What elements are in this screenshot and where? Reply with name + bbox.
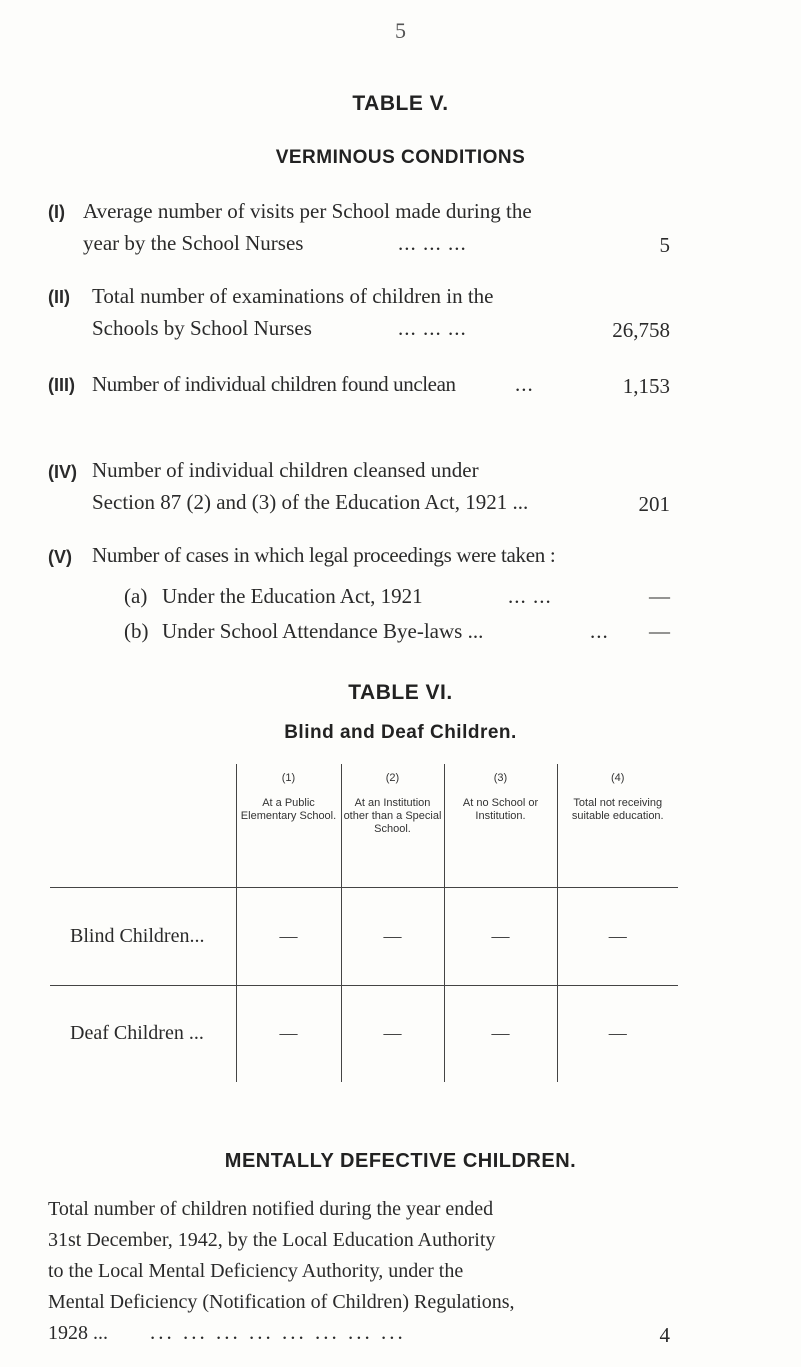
table-cell: — [557, 887, 678, 985]
row-label: Deaf Children ... [50, 985, 236, 1082]
mental-line: Total number of children notified during the year ended [48, 1198, 494, 1220]
table-row [50, 887, 678, 985]
item-number: (I) [48, 202, 65, 222]
table-cell: — [341, 985, 444, 1082]
table-cell: — [236, 985, 341, 1082]
column-header: (3) At no School or Institution. [444, 764, 557, 887]
mental-line: 1928 ... [48, 1322, 108, 1344]
item-value: 1,153 [622, 374, 670, 398]
item-number: (II) [48, 287, 70, 307]
item-text: Number of cases in which legal proceedings were taken : [92, 543, 556, 567]
mental-value: 4 [659, 1323, 670, 1347]
table6-subtitle: Blind and Deaf Children. [284, 722, 517, 743]
item-text: year by the School Nurses [83, 231, 304, 255]
table-corner-cell [50, 764, 236, 887]
leader-dots: ... [515, 372, 534, 396]
column-header: (2) At an Institution other than a Special School. [341, 764, 444, 887]
sub-item-text: Under the Education Act, 1921 [162, 584, 423, 608]
item-value: 201 [638, 492, 670, 516]
column-header: (1) At a Public Elementary School. [236, 764, 341, 887]
mental-line: 31st December, 1942, by the Local Education Authority [48, 1229, 496, 1251]
sub-item-label: (b) [124, 619, 149, 643]
item-text: Schools by School Nurses [92, 316, 312, 340]
leader-dots: ... ... ... [398, 231, 467, 255]
table-cell: — [236, 887, 341, 985]
mental-title: MENTALLY DEFECTIVE CHILDREN. [224, 1150, 577, 1172]
leader-dots: ... [590, 619, 609, 643]
mental-line: to the Local Mental Deficiency Authority, under the [48, 1260, 464, 1282]
mental-line: Mental Deficiency (Notification of Children) Regulations, [48, 1291, 515, 1313]
table-cell: — [341, 887, 444, 985]
leader-dots: ... ... [508, 584, 552, 608]
item-value: 5 [659, 233, 670, 257]
item-text: Number of individual children cleansed under [92, 458, 479, 482]
item-text: Number of individual children found unclean [92, 372, 456, 396]
row-label: Blind Children... [50, 887, 236, 985]
table-header-row [50, 764, 678, 887]
page-number: 5 [395, 18, 406, 43]
item-text: Total number of examinations of children in the [92, 284, 494, 308]
leader-dots: ... ... ... ... ... ... ... ... [150, 1320, 406, 1344]
table-row [50, 985, 678, 1082]
table-cell: — [557, 985, 678, 1082]
item-text: Section 87 (2) and (3) of the Education Act, 1921 ... [92, 490, 529, 514]
sub-item-text: Under School Attendance Bye-laws ... [162, 619, 484, 643]
item-number: (V) [48, 547, 72, 567]
item-number: (IV) [48, 462, 77, 482]
item-number: (III) [48, 375, 75, 395]
sub-item-label: (a) [124, 584, 148, 608]
table5-subtitle: VERMINOUS CONDITIONS [275, 147, 526, 168]
leader-dots: ... ... ... [398, 316, 467, 340]
table5-title: TABLE V. [352, 92, 449, 115]
table-cell: — [444, 887, 557, 985]
column-header: (4) Total not receiving suitable education. [557, 764, 678, 887]
table-cell: — [444, 985, 557, 1082]
item-text: Average number of visits per School made during the [83, 199, 532, 223]
sub-item-value: — [649, 584, 670, 608]
item-value: 26,758 [612, 318, 670, 342]
sub-item-value: — [649, 619, 670, 643]
blind-deaf-table [50, 764, 678, 1082]
table6-title: TABLE VI. [348, 681, 453, 704]
